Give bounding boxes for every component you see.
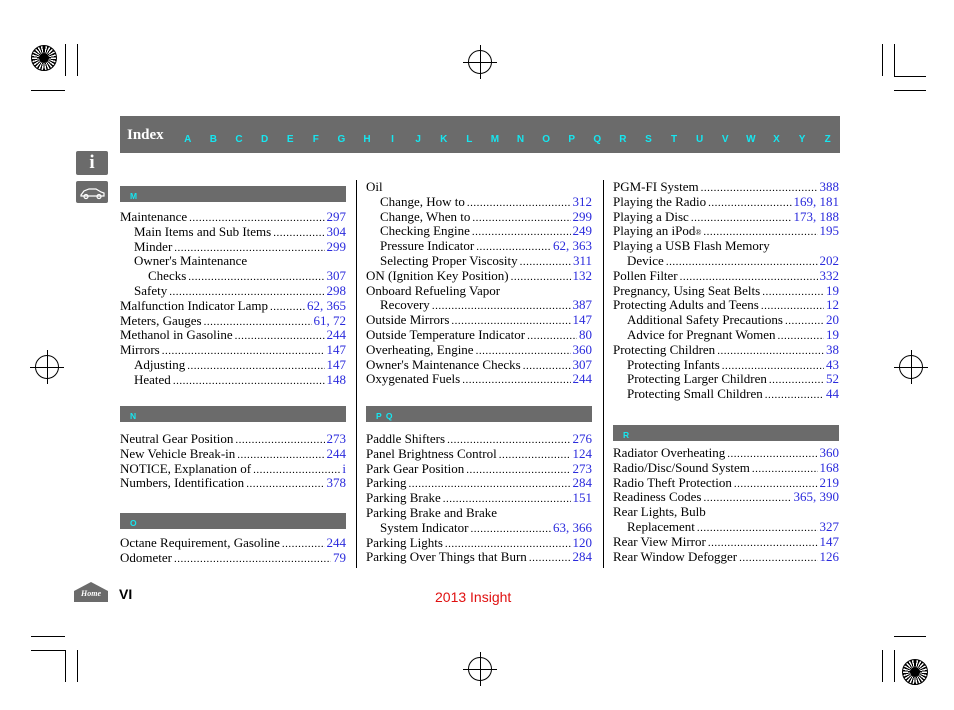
entry-label: Radio/Disc/Sound System bbox=[613, 459, 750, 475]
entry-label: Protecting Small Children bbox=[627, 386, 763, 402]
crop-mark bbox=[31, 650, 65, 651]
page-reference-link[interactable]: 132 bbox=[572, 267, 592, 283]
crop-mark bbox=[894, 44, 895, 76]
page-reference-link[interactable]: 63, 366 bbox=[553, 519, 592, 535]
home-label: Home bbox=[81, 589, 101, 598]
page-reference-link[interactable]: 62, 365 bbox=[307, 297, 346, 313]
index-entry bbox=[613, 180, 839, 195]
index-entry bbox=[613, 210, 839, 225]
leader-dots bbox=[273, 226, 324, 241]
index-entry bbox=[366, 447, 592, 462]
page-reference-link[interactable]: 120 bbox=[572, 534, 592, 550]
index-entry bbox=[120, 551, 346, 566]
page-reference-link[interactable]: 62, 363 bbox=[553, 238, 592, 254]
page-reference-link[interactable]: 365, 390 bbox=[793, 489, 839, 505]
entry-label: Panel Brightness Control bbox=[366, 445, 497, 461]
leader-dots bbox=[270, 300, 305, 315]
entry-label: Radiator Overheating bbox=[613, 445, 726, 460]
leader-dots bbox=[752, 462, 818, 477]
entry-label: Protecting Infants bbox=[627, 356, 720, 372]
entry-label: Parking Brake bbox=[366, 490, 441, 506]
page-reference-link[interactable]: 311 bbox=[572, 253, 592, 268]
page-reference-link[interactable]: 38 bbox=[826, 341, 839, 357]
registration-burst-top-left bbox=[31, 45, 57, 71]
page-reference-link[interactable]: 307 bbox=[572, 356, 592, 372]
leader-dots bbox=[765, 388, 824, 403]
entry-label: Change, When to bbox=[380, 208, 471, 224]
page-reference-link[interactable]: 20 bbox=[826, 312, 839, 328]
entry-label: Recovery bbox=[380, 297, 430, 313]
crop-mark bbox=[31, 90, 65, 91]
leader-dots bbox=[462, 373, 570, 388]
entry-label: Rear Lights, Bulb bbox=[613, 504, 706, 520]
index-entry bbox=[120, 240, 346, 255]
crop-mark bbox=[894, 76, 926, 77]
entry-label: Main Items and Sub Items bbox=[134, 223, 272, 239]
entry-label: Protecting Children bbox=[613, 341, 716, 357]
index-entry bbox=[366, 358, 592, 373]
page-reference-link[interactable]: 147 bbox=[326, 357, 346, 372]
leader-dots bbox=[523, 359, 571, 374]
letter-link-j[interactable]: J bbox=[415, 134, 421, 145]
entry-label: Oxygenated Fuels bbox=[366, 371, 461, 387]
leader-dots bbox=[511, 270, 571, 285]
index-entry bbox=[366, 224, 592, 239]
index-entry bbox=[120, 343, 346, 358]
leader-dots bbox=[717, 344, 824, 359]
index-entry bbox=[366, 328, 592, 343]
page-reference-link[interactable]: 19 bbox=[826, 282, 839, 298]
entry-label: Playing an iPod bbox=[613, 223, 696, 239]
letter-link-p[interactable]: P bbox=[568, 134, 576, 145]
index-entry bbox=[613, 195, 839, 210]
entry-label: Adjusting bbox=[134, 357, 186, 372]
index-entry bbox=[613, 224, 839, 239]
index-entry bbox=[366, 195, 592, 210]
page-reference-link[interactable]: 273 bbox=[572, 460, 592, 476]
entry-label: Overheating, Engine bbox=[366, 341, 474, 357]
leader-dots bbox=[472, 211, 570, 226]
page-reference-link[interactable]: 80 bbox=[579, 327, 592, 342]
entry-label: Playing a USB Flash Memory bbox=[613, 238, 770, 254]
index-entry bbox=[366, 313, 592, 328]
index-entry bbox=[366, 284, 592, 299]
page-reference-link[interactable]: 284 bbox=[572, 549, 592, 565]
page-reference-link[interactable]: 79 bbox=[333, 549, 346, 565]
section-header-n: N bbox=[120, 406, 346, 422]
crop-mark bbox=[882, 44, 883, 76]
index-entry bbox=[366, 536, 592, 551]
entry-label: Selecting Proper Viscosity bbox=[380, 253, 518, 268]
index-entry bbox=[613, 358, 839, 373]
index-entry bbox=[120, 225, 346, 240]
page-reference-link[interactable]: 327 bbox=[819, 519, 839, 534]
page-reference-link[interactable]: 312 bbox=[572, 193, 592, 209]
crop-mark bbox=[894, 636, 926, 637]
crop-mark bbox=[894, 650, 895, 682]
entry-label: Maintenance bbox=[120, 209, 188, 224]
page-reference-link[interactable]: 299 bbox=[326, 238, 346, 254]
entry-label: Minder bbox=[134, 238, 173, 254]
entry-label: Rear View Mirror bbox=[613, 533, 706, 549]
registration-crosshair-top bbox=[468, 50, 492, 74]
index-entry bbox=[613, 520, 839, 535]
leader-dots bbox=[235, 433, 324, 448]
letter-link-n[interactable]: N bbox=[516, 134, 525, 145]
leader-dots bbox=[188, 270, 324, 285]
book-title: 2013 Insight bbox=[435, 589, 512, 605]
entry-label: Checking Engine bbox=[380, 223, 470, 239]
index-entry bbox=[366, 432, 592, 447]
index-entry bbox=[613, 343, 839, 358]
index-entry bbox=[120, 432, 346, 447]
index-entry bbox=[613, 550, 839, 565]
entry-label: Park Gear Position bbox=[366, 460, 465, 476]
page-number: VI bbox=[119, 586, 133, 602]
entry-label: Meters, Gauges bbox=[120, 312, 202, 328]
entry-label: Malfunction Indicator Lamp bbox=[120, 297, 269, 313]
leader-dots bbox=[529, 551, 571, 566]
registration-crosshair-right bbox=[899, 355, 923, 379]
section-header-pq: P Q bbox=[366, 406, 592, 422]
entry-label: Protecting Larger Children bbox=[627, 371, 767, 387]
letter-link-t[interactable]: T bbox=[671, 134, 678, 145]
index-entry bbox=[613, 269, 839, 284]
section-header-m: M bbox=[120, 186, 346, 202]
index-entry bbox=[120, 373, 346, 388]
leader-dots bbox=[470, 522, 551, 537]
index-entry bbox=[613, 313, 839, 328]
entry-label: Pressure Indicator bbox=[380, 238, 475, 254]
letter-link-g[interactable]: G bbox=[337, 134, 346, 145]
entry-label: Rear Window Defogger bbox=[613, 548, 738, 564]
entry-label: Additional Safety Precautions bbox=[627, 312, 783, 328]
index-entry bbox=[120, 476, 346, 491]
index-entry bbox=[613, 284, 839, 299]
entry-label: Outside Temperature Indicator bbox=[366, 327, 526, 342]
page-reference-link[interactable]: 387 bbox=[572, 297, 592, 313]
entry-label: Radio Theft Protection bbox=[613, 474, 732, 490]
section-header-o: O bbox=[120, 513, 346, 529]
page-reference-link[interactable]: 244 bbox=[326, 445, 346, 461]
page-reference-link[interactable]: 297 bbox=[326, 209, 346, 224]
info-glyph: i bbox=[89, 152, 95, 173]
index-entry bbox=[613, 254, 839, 269]
leader-dots bbox=[769, 373, 824, 388]
letter-link-e[interactable]: E bbox=[286, 134, 294, 145]
index-entry bbox=[120, 299, 346, 314]
leader-dots bbox=[666, 255, 818, 270]
letter-link-h[interactable]: H bbox=[363, 134, 371, 145]
letter-link-x[interactable]: X bbox=[773, 134, 780, 145]
registration-crosshair-bottom bbox=[468, 657, 492, 681]
index-entry bbox=[366, 180, 592, 195]
leader-dots bbox=[785, 314, 824, 329]
entry-label: System Indicator bbox=[380, 519, 469, 535]
leader-dots bbox=[466, 463, 570, 478]
entry-label: Pollen Filter bbox=[613, 267, 678, 283]
entry-label: Outside Mirrors bbox=[366, 312, 450, 328]
index-entry bbox=[366, 343, 592, 358]
index-entry bbox=[120, 328, 346, 343]
page-reference-link[interactable]: 151 bbox=[572, 490, 592, 506]
index-entry bbox=[366, 239, 592, 254]
page-reference-link[interactable]: 284 bbox=[572, 475, 592, 491]
page-reference-link[interactable]: 219 bbox=[819, 474, 839, 490]
page-reference-link[interactable]: 44 bbox=[826, 386, 839, 402]
leader-dots bbox=[778, 329, 824, 344]
car-icon[interactable] bbox=[76, 181, 108, 203]
index-entry bbox=[613, 372, 839, 387]
page-reference-link[interactable]: 388 bbox=[819, 179, 839, 194]
letter-link-r[interactable]: R bbox=[619, 134, 627, 145]
letter-link-u[interactable]: U bbox=[696, 134, 704, 145]
page-reference-link[interactable]: 147 bbox=[572, 312, 592, 328]
page-reference-link[interactable]: 276 bbox=[572, 431, 592, 446]
entry-label: Mirrors bbox=[120, 342, 160, 358]
entry-label: Onboard Refueling Vapor bbox=[366, 282, 501, 298]
page-reference-link[interactable]: 126 bbox=[819, 548, 839, 564]
entry-label: Playing the Radio bbox=[613, 193, 707, 209]
index-entry bbox=[613, 490, 839, 505]
page-reference-link[interactable]: 124 bbox=[572, 445, 592, 461]
index-entry bbox=[366, 506, 592, 521]
index-entry bbox=[613, 298, 839, 313]
index-entry bbox=[366, 462, 592, 477]
leader-dots bbox=[467, 196, 571, 211]
index-entry bbox=[120, 447, 346, 462]
index-entry bbox=[613, 328, 839, 343]
entry-label: Parking Lights bbox=[366, 534, 443, 550]
leader-dots bbox=[235, 329, 325, 344]
index-entry bbox=[366, 298, 592, 313]
index-entry bbox=[366, 254, 592, 269]
page-reference-link[interactable]: 244 bbox=[572, 371, 592, 387]
crop-mark bbox=[77, 44, 78, 76]
entry-label: Paddle Shifters bbox=[366, 431, 446, 446]
letter-link-f[interactable]: F bbox=[312, 134, 319, 145]
section-header-r: R bbox=[613, 425, 839, 441]
page-reference-link[interactable]: 249 bbox=[572, 223, 592, 239]
page-reference-link[interactable]: 19 bbox=[826, 327, 839, 342]
index-entry bbox=[366, 269, 592, 284]
entry-label: Odometer bbox=[120, 549, 172, 565]
entry-label: Owner's Maintenance bbox=[134, 253, 248, 269]
page-reference-link[interactable]: 307 bbox=[326, 268, 346, 284]
entry-label: Protecting Adults and Teens bbox=[613, 297, 759, 313]
page-reference-link[interactable]: 273 bbox=[326, 431, 346, 446]
leader-dots bbox=[739, 551, 817, 566]
registered-mark: ® bbox=[695, 228, 702, 238]
letter-link-q[interactable]: Q bbox=[593, 134, 602, 145]
page-reference-link[interactable]: 360 bbox=[819, 445, 839, 460]
page-reference-link[interactable]: 147 bbox=[819, 533, 839, 549]
crop-mark bbox=[882, 650, 883, 682]
entry-label: ON (Ignition Key Position) bbox=[366, 267, 509, 283]
letter-link-b[interactable]: B bbox=[209, 134, 217, 145]
page-reference-link[interactable]: 148 bbox=[326, 371, 346, 387]
index-entry bbox=[613, 446, 839, 461]
entry-label: Change, How to bbox=[380, 193, 465, 209]
page-reference-link[interactable]: 43 bbox=[826, 356, 839, 372]
index-entry bbox=[366, 491, 592, 506]
leader-dots bbox=[527, 329, 577, 344]
entry-label: New Vehicle Break-in bbox=[120, 445, 236, 461]
leader-dots bbox=[703, 491, 791, 506]
leader-dots bbox=[762, 285, 824, 300]
index-entry bbox=[613, 505, 839, 520]
letter-link-m[interactable]: M bbox=[490, 134, 500, 145]
leader-dots bbox=[174, 552, 331, 567]
letter-link-s[interactable]: S bbox=[645, 134, 652, 145]
page-reference-link[interactable]: 304 bbox=[326, 223, 346, 239]
page-reference-link[interactable]: 202 bbox=[819, 253, 839, 268]
crop-mark bbox=[77, 650, 78, 682]
letter-link-c[interactable]: C bbox=[235, 134, 243, 145]
index-entry bbox=[366, 476, 592, 491]
entry-label: Safety bbox=[134, 283, 168, 298]
leader-dots bbox=[246, 477, 324, 492]
letter-link-z[interactable]: Z bbox=[824, 134, 831, 145]
index-entry bbox=[120, 284, 346, 299]
index-entry bbox=[120, 314, 346, 329]
page-reference-link[interactable]: 173, 188 bbox=[793, 208, 839, 224]
page-reference-link[interactable]: 244 bbox=[326, 327, 346, 343]
entry-label: Numbers, Identification bbox=[120, 475, 245, 491]
column-divider bbox=[356, 180, 357, 568]
page-reference-link[interactable]: i bbox=[342, 460, 346, 476]
entry-label: Readiness Codes bbox=[613, 489, 702, 505]
index-entry bbox=[613, 239, 839, 254]
letter-link-l[interactable]: L bbox=[466, 134, 473, 145]
page-reference-link[interactable]: 244 bbox=[326, 535, 346, 550]
crop-mark bbox=[65, 650, 66, 682]
index-entry bbox=[120, 358, 346, 373]
index-entry bbox=[120, 462, 346, 477]
index-entry bbox=[613, 387, 839, 402]
index-entry bbox=[120, 254, 346, 269]
page-reference-link[interactable]: 169, 181 bbox=[793, 193, 839, 209]
page-reference-link[interactable]: 378 bbox=[326, 475, 346, 491]
index-entry bbox=[120, 269, 346, 284]
alphabet-nav bbox=[175, 134, 840, 145]
page-reference-link[interactable]: 195 bbox=[819, 223, 839, 239]
column-divider bbox=[603, 180, 604, 568]
index-entry bbox=[366, 372, 592, 387]
entry-label: Owner's Maintenance Checks bbox=[366, 356, 521, 372]
letter-link-k[interactable]: K bbox=[440, 134, 448, 145]
entry-label: Playing a Disc bbox=[613, 208, 689, 224]
index-entry bbox=[366, 521, 592, 536]
index-entry bbox=[366, 550, 592, 565]
index-entry bbox=[613, 461, 839, 476]
entry-label: Parking Brake and Brake bbox=[366, 505, 498, 520]
entry-label: Pregnancy, Using Seat Belts bbox=[613, 282, 761, 298]
page-reference-link[interactable]: 360 bbox=[572, 341, 592, 357]
info-icon[interactable] bbox=[76, 151, 108, 175]
page-reference-link[interactable]: 147 bbox=[326, 342, 346, 358]
crop-mark bbox=[31, 636, 65, 637]
registration-crosshair-left bbox=[35, 355, 59, 379]
crop-mark bbox=[894, 90, 926, 91]
car-outline-icon bbox=[76, 181, 108, 203]
leader-dots bbox=[520, 255, 571, 270]
registration-burst-bottom-right bbox=[902, 659, 928, 685]
leader-dots bbox=[432, 299, 571, 314]
entry-label: Checks bbox=[148, 268, 187, 284]
letter-link-i[interactable]: I bbox=[391, 134, 394, 145]
page-reference-link[interactable]: 168 bbox=[819, 459, 839, 475]
letter-link-d[interactable]: D bbox=[260, 134, 269, 145]
entry-label: Advice for Pregnant Women bbox=[627, 327, 776, 342]
entry-label: NOTICE, Explanation of bbox=[120, 460, 252, 476]
entry-label: Device bbox=[627, 253, 664, 268]
page-reference-link[interactable]: 52 bbox=[826, 371, 839, 387]
page-reference-link[interactable]: 298 bbox=[326, 283, 346, 298]
index-entry bbox=[613, 535, 839, 550]
entry-label: Methanol in Gasoline bbox=[120, 327, 233, 343]
crop-mark bbox=[65, 44, 66, 76]
letter-link-y[interactable]: Y bbox=[798, 134, 806, 145]
leader-dots bbox=[173, 374, 325, 389]
index-title: Index bbox=[127, 127, 164, 143]
index-entry bbox=[366, 210, 592, 225]
home-button[interactable] bbox=[74, 582, 108, 602]
leader-dots bbox=[708, 196, 791, 211]
page-reference-link[interactable]: 12 bbox=[826, 297, 839, 313]
page-reference-link[interactable]: 332 bbox=[819, 267, 839, 283]
entry-label: PGM-FI System bbox=[613, 179, 699, 194]
leader-dots bbox=[187, 359, 324, 374]
letter-link-o[interactable]: O bbox=[542, 134, 550, 145]
letter-link-a[interactable]: A bbox=[184, 134, 192, 145]
entry-label: Parking bbox=[366, 475, 407, 491]
index-entry bbox=[613, 476, 839, 491]
index-entry bbox=[120, 210, 346, 225]
entry-label: Replacement bbox=[627, 519, 695, 534]
entry-label: Parking Over Things that Burn bbox=[366, 549, 527, 565]
index-entry bbox=[120, 536, 346, 551]
leader-dots bbox=[691, 211, 792, 226]
entry-label: Oil bbox=[366, 179, 383, 194]
entry-label: Octane Requirement, Gasoline bbox=[120, 535, 280, 550]
leader-dots bbox=[282, 537, 325, 552]
entry-label: Heated bbox=[134, 371, 171, 387]
leader-dots bbox=[697, 521, 818, 536]
page-reference-link[interactable]: 299 bbox=[572, 208, 592, 224]
leader-dots bbox=[162, 344, 325, 359]
entry-label: Neutral Gear Position bbox=[120, 431, 234, 446]
letter-link-w[interactable]: W bbox=[746, 134, 756, 145]
index-header-bar bbox=[120, 116, 840, 153]
leader-dots bbox=[499, 448, 571, 463]
page-reference-link[interactable]: 61, 72 bbox=[313, 312, 346, 328]
letter-link-v[interactable]: V bbox=[721, 134, 729, 145]
